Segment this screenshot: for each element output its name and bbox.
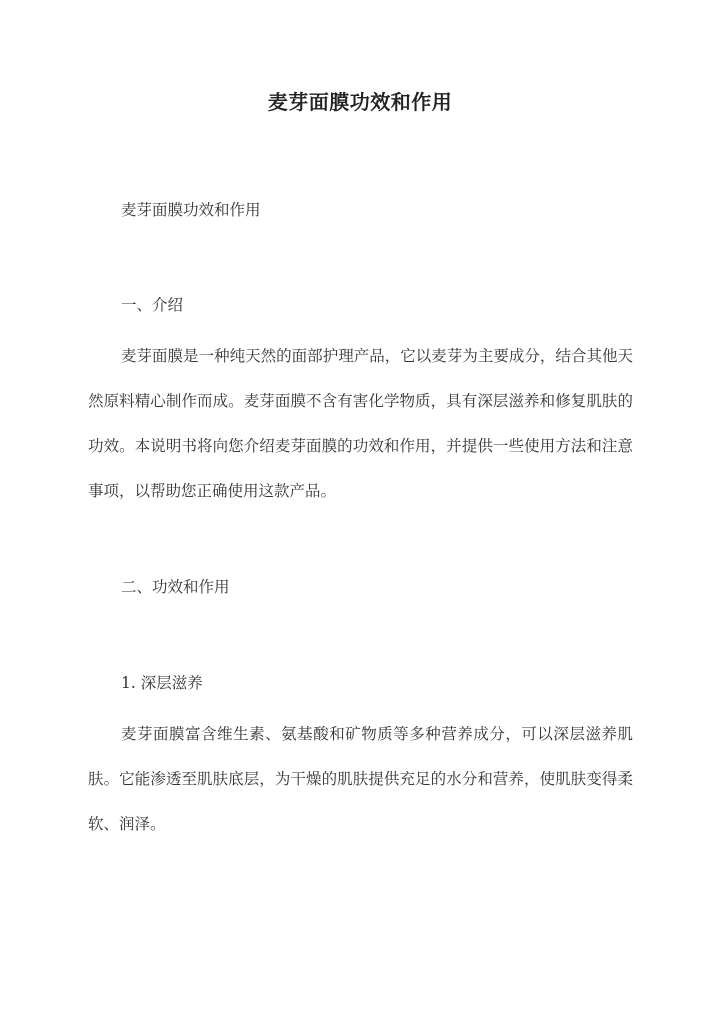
section-2-heading: 二、功效和作用 bbox=[121, 578, 230, 596]
document-title: 麦芽面膜功效和作用 bbox=[267, 90, 453, 114]
document-subtitle: 麦芽面膜功效和作用 bbox=[121, 201, 261, 219]
item-1-heading: 1. 深层滋养 bbox=[121, 674, 203, 692]
section-1-heading: 一、介绍 bbox=[121, 296, 184, 314]
item-1-paragraph: 麦芽面膜富含维生素、氨基酸和矿物质等多种营养成分，可以深层滋养肌肤。它能渗透至肌肤底层，为干燥的肌肤提供充足的水分和营养，使肌肤变得柔软、润泽。 bbox=[88, 725, 633, 833]
section-1-paragraph: 麦芽面膜是一种纯天然的面部护理产品，它以麦芽为主要成分，结合其他天然原料精心制作而成。麦芽面膜不含有害化学物质，具有深层滋养和修复肌肤的功效。本说明书将向您介绍麦芽面膜的功效和作用，并提供一些使用方法和注意事项，以帮助您正确使用这款产品。 bbox=[88, 347, 633, 500]
